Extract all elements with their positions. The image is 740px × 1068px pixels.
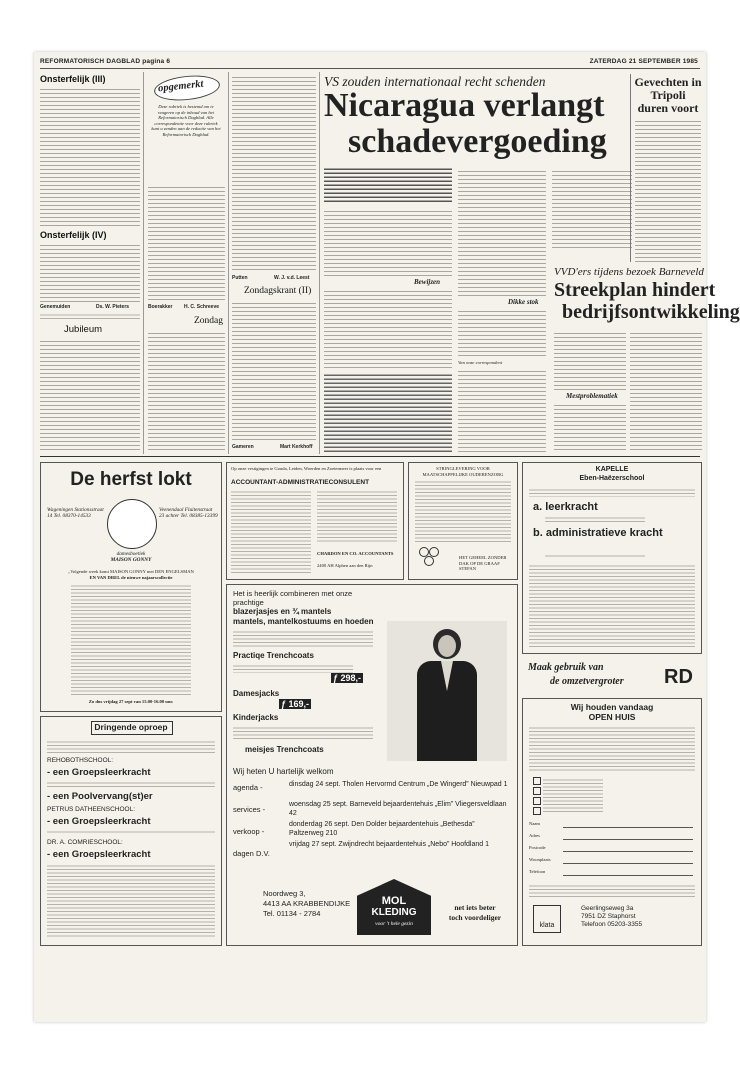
lead-intro-bold [324,166,452,204]
services-label: services - [233,805,266,814]
signature-name: Ds. W. Pieters [96,304,130,310]
field-adres: Adres [529,833,540,838]
logo-kleding: KLEDING [371,907,417,918]
rd-text-1: Maak gebruik van [528,662,604,673]
ad-mol-kleding [226,584,518,946]
vacancy-administratief: b. administratieve kracht [533,527,663,539]
school-comrie: DR. A. COMRIESCHOOL: [47,839,123,846]
model-photo [387,621,507,761]
newspaper-page [34,52,740,1022]
stichting-footer: HET GEHEEL ZONDER DAK OP DE GRAAF STEFAN [459,555,507,572]
streek-kicker: VVD'ers tijdens bezoek Barneveld [554,266,704,278]
herfst-title: De herfst lokt [70,469,192,490]
agenda-label: agenda - [233,783,263,792]
ad-accountant [226,462,404,580]
page-header-left: REFORMATORISCH DAGBLAD pagina 6 [40,58,171,65]
mol-item-2: mantels, mantelkostuums en hoeden [233,617,374,626]
ad-open-huis [522,698,702,946]
article-text [232,74,316,272]
article-text [148,184,225,302]
price-trenchcoat: ƒ 298,- [333,673,362,683]
stichting-logo-icon [419,547,439,567]
herfst-line-1: „Volgende week komt MAISON GONNY met DEN ENGELSMAN [68,569,194,574]
signature-name: W. J. v.d. Leest [274,275,310,281]
ad-text [415,479,511,543]
mol-item-5: Kinderjacks [233,713,279,722]
column-divider [143,72,144,454]
article-text [40,338,140,450]
ad-text [529,883,695,897]
checkbox[interactable] [533,807,541,815]
vacancy-leerkracht: a. leerkracht [533,501,598,513]
subheading-dikke-stok: Dikke stok [508,298,539,306]
mol-item-6: meisjes Trenchcoats [245,745,324,754]
vacancy-3: - een Groepsleerkracht [47,849,151,860]
model-face [438,635,456,657]
mol-address-1: Noordweg 3, [263,889,306,898]
rd-logo: RD [664,666,693,688]
article-text [148,330,225,450]
ad-text [529,725,695,773]
logo-tagline: voor 't hele gezin [375,921,413,927]
subheading-bewijzen: Bewijzen [414,278,441,286]
field-woonplaats: Woonplaats [529,857,551,862]
agenda-row-1: dinsdag 24 sept. Tholen Hervormd Centrum „De Wingerd” Nieuwpad 1 [289,781,508,788]
article-text [552,168,632,248]
ad-text [47,780,215,788]
tripoli-title-3: duren voort [637,101,699,115]
mol-item-1: blazerjasjes en ¾ mantels [233,607,332,616]
article-text [40,242,140,302]
wageningen-address: Wageningen Stationsstraat 14 Tel. 08370-14533 [47,507,104,520]
ad-text [545,553,645,558]
ad-text [529,487,695,497]
article-text [554,402,626,452]
price-damesjacks: ƒ 169,- [281,699,310,709]
agenda-row-4: vrijdag 27 sept. Zwijndrecht bejaardentehuis „Nebo” Hoofdland 1 [289,841,490,848]
mol-kleding-logo [357,879,431,935]
klata-address-3: Telefoon 05203-3355 [581,921,643,928]
lead-title-line1: Nicaragua verlangt [324,87,605,124]
mol-intro: Het is heerlijk combineren met onze prachtige [233,589,353,607]
signature-name: Mart Kerkhoff [280,444,313,450]
signature-place: Genemuiden [40,304,71,310]
checkbox[interactable] [533,777,541,785]
field-postcode: Postcode [529,845,546,850]
signature-name: H. C. Schreeve [184,304,220,310]
byline: Van onze correspondent [458,360,502,365]
signature-place: Boerakker [148,304,173,310]
adres-input[interactable] [563,839,693,840]
article-text [324,208,452,276]
article-text [40,86,140,226]
checkbox[interactable] [533,787,541,795]
klata-logo: klata [533,905,561,933]
vacancy-1: - een Groepsleerkracht [47,767,151,778]
naam-input[interactable] [563,827,693,828]
agenda-row-2: woensdag 25 sept. Barneveld bejaardentehuis „Elim” Vliegersveldlaan 42 [289,801,507,817]
heading-jubileum: Jubileum [64,324,103,335]
page-header-date: ZATERDAG 21 SEPTEMBER 1985 [589,58,698,65]
streek-title-2: bedrijfsontwikkeling [562,301,740,323]
streek-title-1: Streekplan hindert [554,279,716,301]
article-text [458,168,546,296]
ad-text [543,777,603,813]
field-telefoon: Telefoon [529,869,546,874]
herfst-line-2: EN VAN DREL de nieuwe najaarscollectie [89,575,173,580]
article-text [324,288,452,370]
ad-text [233,629,373,649]
article-text [458,368,546,452]
article-text [630,330,702,452]
woonplaats-input[interactable] [563,863,693,864]
ad-text [231,489,311,575]
klata-address-1: Geerlingseweg 3a [581,905,634,912]
accountant-intro: Op onze vestigingen te Gouda, Leiden, Woerden en Zoetermeer is plaats voor een [231,466,382,471]
school-rehoboth: REHOBOTHSCHOOL: [47,757,114,764]
heading-zondag: Zondag [194,316,224,326]
mol-slogan-1: net iets beter [454,903,496,912]
article-text-bold [324,372,452,452]
school-petrus: PETRUS DATHEENSCHOOL: [47,806,136,813]
subheading-mestproblematiek: Mestproblematiek [566,392,618,400]
lead-title-line2: schadevergoeding [348,123,607,160]
mol-address-3: Tel. 01134 - 2784 [263,909,321,918]
ad-text [529,563,695,647]
klata-address-2: 7951 DZ Staphorst [581,913,636,920]
boutique-name: MAISON GONNY [110,557,152,563]
accountant-company: CHARDON EN CO. ACCOUNTANTS [317,551,394,556]
header-rule [40,68,700,69]
accountant-title: ACCOUNTANT-ADMINISTRATIECONSULENT [231,479,370,486]
ad-text [71,583,191,695]
article-text [458,308,546,358]
column-divider [228,72,229,454]
ad-text [233,663,353,673]
ad-stichting [408,462,518,580]
mol-welcome: Wij heten U hartelijk welkom [233,767,334,776]
boutique-logo-icon [107,499,157,549]
boutique-label: damesboetiek [116,551,146,557]
ad-herfst-lokt [40,462,222,712]
dringend-title: Dringende oproep [94,722,168,732]
article-text [554,330,626,390]
heading-zondagskrant: Zondagskrant (II) [244,286,312,296]
telefoon-input[interactable] [563,875,693,876]
mol-slogan-2: toch voordeliger [448,913,502,922]
openhuis-title-1: Wij houden vandaag [570,702,654,712]
tripoli-title-1: Gevechten in [634,75,702,89]
ad-text [47,739,215,753]
column-divider [319,72,320,454]
openhuis-title-2: OPEN HUIS [588,712,636,722]
mol-item-4: Damesjacks [233,689,280,698]
agenda-row-3: donderdag 26 sept. Den Dolder bejaardentehuis „Bethesda” Paltzerweg 210 [289,821,475,837]
article-text [635,118,701,262]
herfst-line-3: Zo dus vrijdag 27 sept van 15.00-16.00 uur. [88,699,174,704]
vacancy-2: - een Groepsleerkracht [47,816,151,827]
article-text [40,312,140,320]
heading-onsterfelijk-3: Onsterfelijk (III) [40,74,106,84]
ad-text [47,829,215,835]
opgemerkt-intro: Deze rubriek is bestemd om te reageren op de inhoud van het Reformatorisch Dagblad. Alle correspondentie voor deze rubriek kunt u zenden aan de redactie van het Reformatorisch Dagblad. [151,104,221,137]
postcode-input[interactable] [563,851,693,852]
accountant-city: 2400 AH Alphen aan den Rijn [317,563,373,568]
ad-text [317,489,397,543]
ad-text [233,725,373,741]
tripoli-title-2: Tripoli [650,88,686,102]
lead-kicker: VS zouden internationaal recht schenden [324,74,546,89]
rd-text-2: de omzetvergroter [550,676,624,687]
ad-text [47,863,215,939]
mol-address-2: 4413 AA KRABBENDIJKE [263,899,351,908]
stichting-title: STRINGLEVERING VOOR MAATSCHAPPELIJKE OUDERENZORG [422,466,504,477]
ad-text [545,515,645,523]
tripoli-article [630,74,703,262]
kapelle-title: KAPELLE [595,466,629,473]
veenendaal-address: Veenendaal Fluitenstraat 23 achter Tel. 08385-13399 [159,507,218,520]
kapelle-school: Eben-Haëzerschool [579,475,645,482]
article-text [232,300,316,442]
opgemerkt-box [148,74,224,182]
ad-rd [522,660,700,690]
field-naam: Naam [529,821,540,826]
mol-item-3: Practiqe Trenchcoats [233,651,314,660]
logo-mol: MOL [381,895,407,907]
checkbox[interactable] [533,797,541,805]
ad-kapelle [522,462,702,654]
signature-place: Putten [232,275,248,281]
vacancy-1b: - een Poolvervang(st)er [47,791,153,802]
ad-dringende-oproep [40,716,222,946]
verkoop-label: verkoop - [233,827,265,836]
opgemerkt-title: opgemerkt [157,78,204,95]
dagen-label: dagen D.V. [233,849,270,858]
heading-onsterfelijk-4: Onsterfelijk (IV) [40,230,107,240]
logo-dot [424,556,434,566]
signature-place: Gameren [232,444,254,450]
ads-divider [40,456,700,457]
